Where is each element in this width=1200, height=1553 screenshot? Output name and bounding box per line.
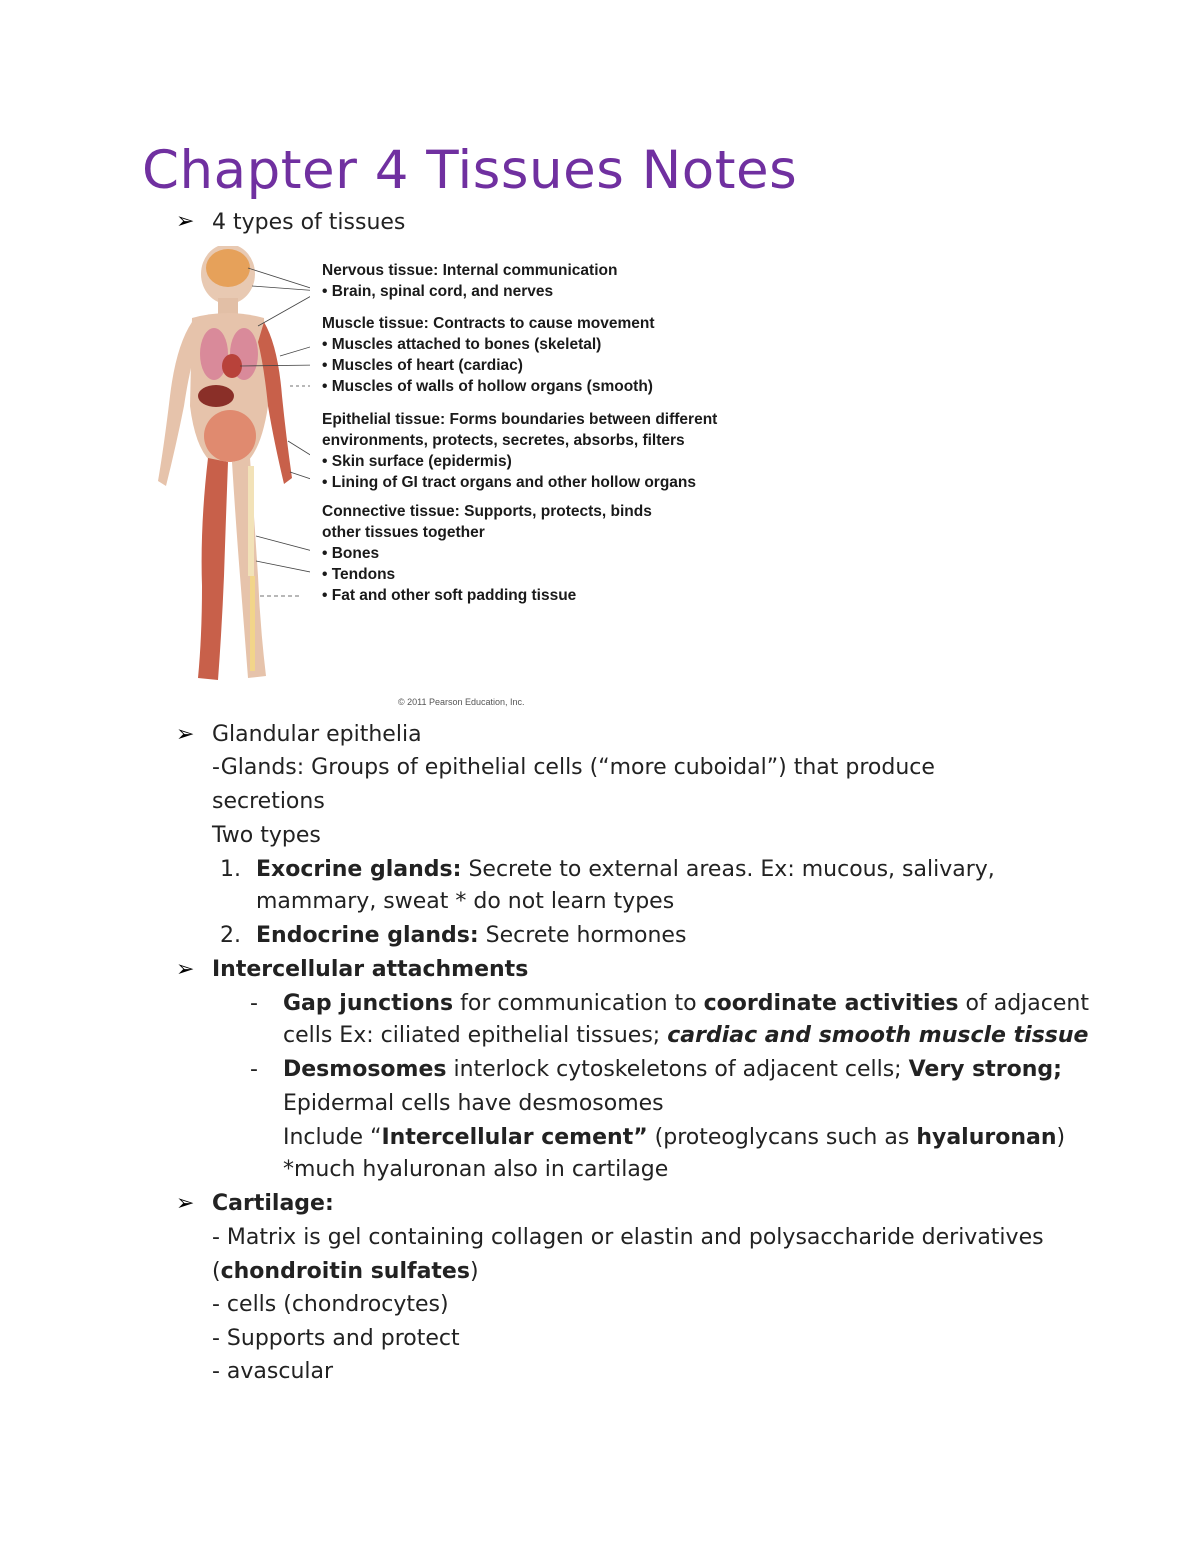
desmosome-dash: - — [250, 1057, 258, 1082]
fig-connective-item-3: • Fat and other soft padding tissue — [322, 587, 577, 604]
gap-text-2: of adjacent — [958, 991, 1089, 1016]
fig-nervous-item: • Brain, spinal cord, and nerves — [322, 283, 554, 300]
gap-dash: - — [250, 991, 258, 1016]
intercellular-heading: Intercellular attachments — [212, 957, 529, 982]
fig-epi-head: Epithelial tissue: — [322, 411, 446, 428]
figure-credit: © 2011 Pearson Education, Inc. — [398, 697, 525, 707]
des-l3b: Intercellular cement” — [381, 1125, 648, 1150]
fig-epi-desc: Forms boundaries between different — [445, 411, 718, 428]
exocrine-number: 1. — [220, 857, 241, 882]
desmosomes-term: Desmosomes — [283, 1057, 447, 1082]
fig-muscle-heading — [322, 313, 655, 334]
endocrine-item — [256, 919, 686, 953]
fig-nervous-desc: Internal communication — [438, 262, 618, 279]
endocrine-label: Endocrine glands: — [256, 923, 479, 948]
gap-junctions-term: Gap junctions — [283, 991, 454, 1016]
des-l3c: (proteoglycans such as — [647, 1125, 917, 1150]
exocrine-item — [256, 853, 995, 887]
gap-text-1: for communication to — [453, 991, 704, 1016]
fig-epithelial-item-2: • Lining of GI tract organs and other hollow organs — [322, 474, 696, 491]
des-l3d: hyaluronan — [916, 1125, 1057, 1150]
cart-l2a: ( — [212, 1259, 221, 1284]
des-l3e: ) — [1056, 1125, 1066, 1150]
fig-connective-desc-2: other tissues together — [322, 524, 485, 541]
endocrine-text: Secrete hormones — [478, 923, 687, 948]
desmosomes-line-3 — [283, 1121, 1065, 1155]
human-body-illustration — [140, 246, 310, 691]
cartilage-heading: Cartilage: — [212, 1191, 334, 1216]
glandular-line-2: secretions — [212, 789, 325, 814]
fig-connective-item-2: • Tendons — [322, 566, 396, 583]
cartilage-line-4: - Supports and protect — [212, 1326, 460, 1351]
desmosomes-line-2: Epidermal cells have desmosomes — [283, 1091, 664, 1116]
glandular-line-3: Two types — [212, 823, 321, 848]
glandular-line-1: -Glands: Groups of epithelial cells (“more cuboidal”) that produce — [212, 755, 935, 780]
bullet-arrow-icon: ➢ — [176, 209, 195, 234]
fig-conn-desc: Supports, protects, binds — [459, 503, 652, 520]
fig-muscle-item-1: • Muscles attached to bones (skeletal) — [322, 336, 602, 353]
gap-line2-emphasis: cardiac and smooth muscle tissue — [667, 1023, 1089, 1048]
fig-muscle-desc: Contracts to cause movement — [428, 315, 655, 332]
gap-junctions-line-1 — [283, 987, 1089, 1021]
gap-line2-text: cells Ex: ciliated epithelial tissues; — [283, 1023, 668, 1048]
bullet-arrow-icon: ➢ — [176, 722, 195, 747]
fig-epithelial-heading — [322, 409, 717, 430]
glandular-heading: Glandular epithelia — [212, 722, 422, 747]
fig-epithelial-item-1: • Skin surface (epidermis) — [322, 453, 512, 470]
fig-connective-item-1: • Bones — [322, 545, 380, 562]
endocrine-number: 2. — [220, 923, 241, 948]
fig-epithelial-desc-2: environments, protects, secretes, absorbs, filters — [322, 432, 685, 449]
des-l3a: Include “ — [283, 1125, 382, 1150]
desmosomes-line-4: *much hyaluronan also in cartilage — [283, 1157, 669, 1182]
bullet-arrow-icon: ➢ — [176, 1191, 195, 1216]
gap-junctions-line-2 — [283, 1019, 1088, 1053]
exocrine-item-line-2: mammary, sweat * do not learn types — [256, 889, 675, 914]
fig-nervous-head: Nervous tissue: — [322, 262, 439, 279]
cartilage-line-5: - avascular — [212, 1359, 334, 1384]
desmosomes-text: interlock cytoskeletons of adjacent cells; — [446, 1057, 909, 1082]
exocrine-label: Exocrine glands: — [256, 857, 462, 882]
cartilage-line-3: - cells (chondrocytes) — [212, 1292, 449, 1317]
cart-l2b: chondroitin sulfates — [220, 1259, 470, 1284]
cart-l2c: ) — [469, 1259, 479, 1284]
intro-text: 4 types of tissues — [212, 210, 406, 235]
fig-connective-heading — [322, 501, 652, 522]
fig-muscle-item-3: • Muscles of walls of hollow organs (smooth) — [322, 378, 653, 395]
fig-muscle-item-2: • Muscles of heart (cardiac) — [322, 357, 523, 374]
fig-muscle-head: Muscle tissue: — [322, 315, 429, 332]
bullet-arrow-icon: ➢ — [176, 957, 195, 982]
exocrine-text: Secrete to external areas. Ex: mucous, salivary, — [461, 857, 995, 882]
desmosomes-strong: Very strong; — [908, 1057, 1062, 1082]
page-title: Chapter 4 Tissues Notes — [142, 140, 798, 201]
fig-nervous-heading — [322, 260, 617, 281]
gap-coordinate-term: coordinate activities — [703, 991, 959, 1016]
cartilage-line-2 — [212, 1255, 479, 1289]
desmosomes-line-1 — [283, 1053, 1062, 1087]
fig-conn-head: Connective tissue: — [322, 503, 460, 520]
cartilage-line-1: - Matrix is gel containing collagen or elastin and polysaccharide derivatives — [212, 1225, 1044, 1250]
